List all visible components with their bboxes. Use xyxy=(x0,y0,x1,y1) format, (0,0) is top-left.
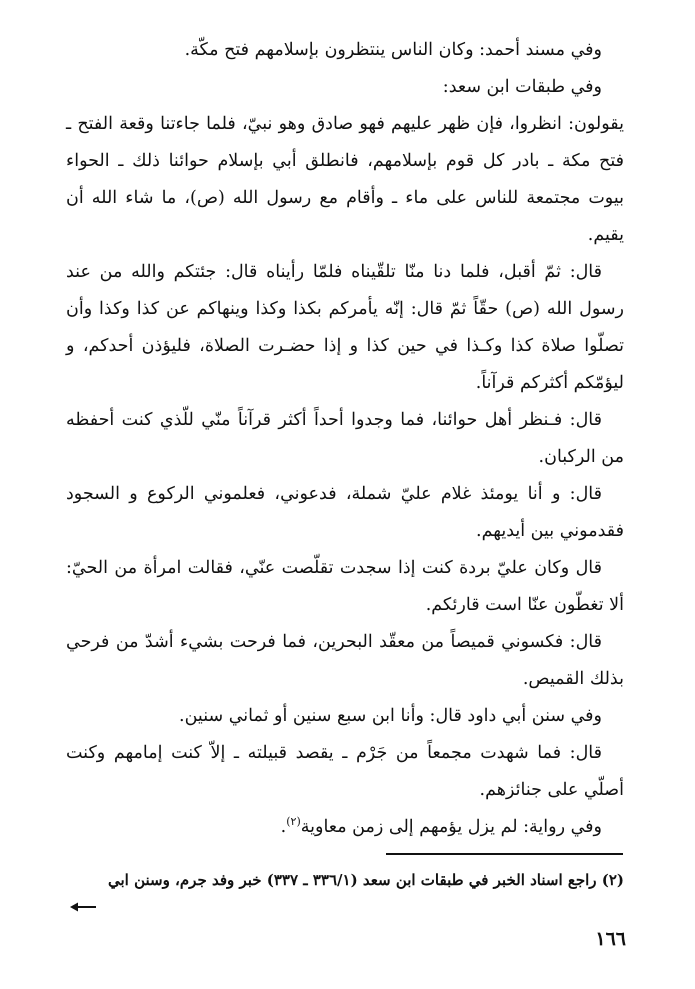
paragraph-jarm: قال: فما شهدت مجمعاً من جَرْم ـ يقصد قبيلته ـ إلاّ كنت إمامهم وكنت أصلّي على جنائزهم. xyxy=(66,743,624,800)
paragraph-musnad-ahmad: وفي مسند أحمد: وكان الناس ينتظرون بإسلامهم فتح مكّة. xyxy=(184,40,602,60)
paragraph-burda: قال وكان عليّ بردة كنت إذا سجدت تقلّصت عنّي، فقالت امرأة من الحيّ: ألا تغطّون عنّا است قارئكم. xyxy=(66,558,624,615)
paragraph-thumma-aqbal: قال: ثمّ أقبل، فلما دنا منّا تلقّيناه فلمّا رأيناه قال: جئتكم والله من عند رسول الله (ص) حقّاً ثمّ قال: إنّه يأمركم بكذا وكذا وينهاكم عن كذا وكذا وأن تصلّوا صلاة كذا وكـذا في حين كذا و إذا حضـرت الصلاة، فليؤذن أحدكم، و ليؤمّكم أكثركم قرآناً. xyxy=(66,262,624,393)
paragraph-riwaya xyxy=(66,809,624,846)
page-number: ١٦٦ xyxy=(595,928,626,950)
left-arrow-icon xyxy=(70,901,96,913)
footnote-marker: (٢) xyxy=(286,815,301,829)
paragraph-tabaqat-intro: وفي طبقات ابن سعد: xyxy=(442,77,602,97)
footnote: (٢) راجع اسناد الخبر في طبقات ابن سعد (٣٣٦/١ ـ ٣٣٧) خبر وفد جرم، وسنن ابي xyxy=(108,871,624,889)
paragraph-ghulam: قال: و أنا يومئذ غلام عليّ شملة، فدعوني، فعلموني الركوع و السجود فقدموني بين أيديهم. xyxy=(66,484,624,541)
paragraph-fanazar: قال: فـنظر أهل حوائنا، فما وجدوا أحداً أكثر قرآناً منّي للّذي كنت أحفظه من الركبان. xyxy=(66,410,624,467)
page-body xyxy=(66,32,624,846)
paragraph-abu-dawud: وفي سنن أبي داود قال: وأنا ابن سبع سنين أو ثماني سنين. xyxy=(179,706,602,726)
footnote-divider xyxy=(386,853,623,855)
riwaya-tail: . xyxy=(280,817,287,837)
paragraph-yaqulun: يقولون: انظروا، فإن ظهر عليهم فهو صادق وهو نبيّ، فلما جاءتنا وقعة الفتح ـ فتح مكة ـ بادر كل قوم بإسلامهم، فانطلق أبي بإسلام حوائنا ذلك ـ الحواء بيوت مجتمعة للناس على ماء ـ وأقام مع رسول الله (ص)، ما شاء الله أن يقيم. xyxy=(66,114,624,245)
paragraph-qamis: قال: فكسوني قميصاً من معقّد البحرين، فما فرحت بشيء أشدّ من فرحي بذلك القميص. xyxy=(66,632,624,689)
riwaya-text: وفي رواية: لم يزل يؤمهم إلى زمن معاوية xyxy=(300,817,602,837)
